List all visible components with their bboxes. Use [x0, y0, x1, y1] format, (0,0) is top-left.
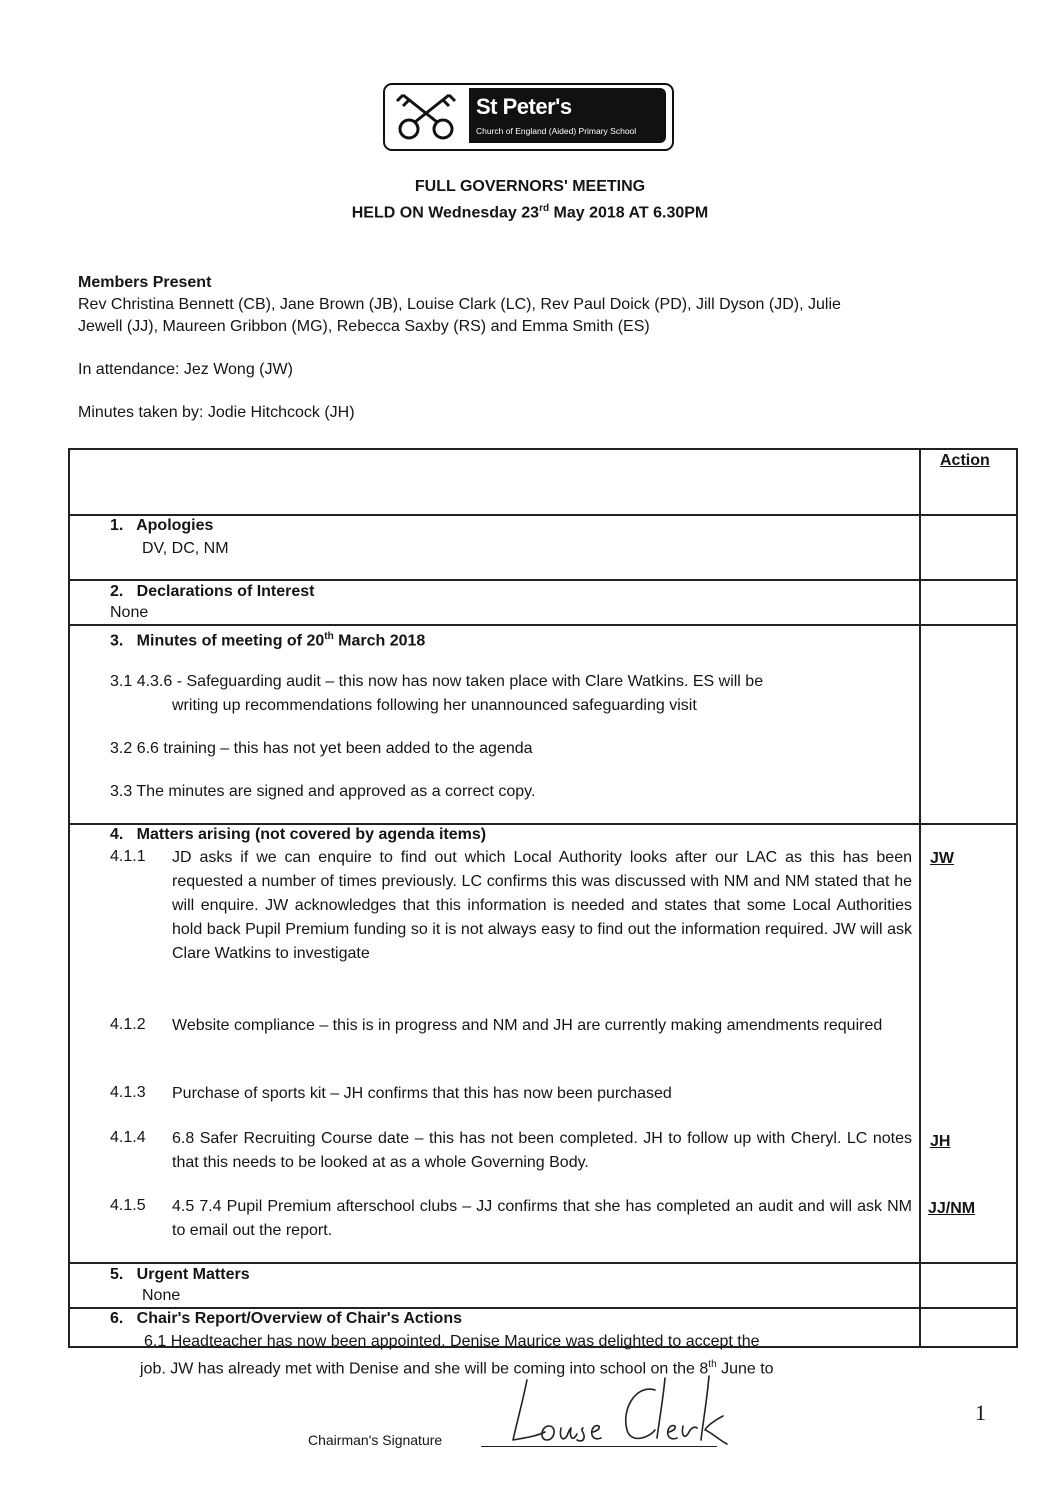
logo-school-name: St Peter's — [476, 94, 572, 119]
meeting-date-sup: rd — [539, 203, 550, 214]
logo-banner — [469, 88, 666, 143]
members-line-1: Rev Christina Bennett (CB), Jane Brown (JB), Louise Clark (LC), Rev Paul Doick (PD), Jill Dyson (JD), Julie — [78, 296, 841, 313]
item-6-1-line-2-end: June to — [716, 1360, 774, 1378]
section-3-title — [110, 625, 425, 653]
item-4-1-3-number: 4.1.3 — [110, 1084, 146, 1101]
meeting-title: FULL GOVERNORS' MEETING — [414, 178, 646, 195]
item-4-1-3-text: Purchase of sports kit – JH confirms that this has now been purchased — [172, 1085, 672, 1102]
meeting-date — [0, 203, 1060, 222]
section-5-title: 5. Urgent Matters — [110, 1266, 250, 1283]
members-heading: Members Present — [78, 274, 212, 291]
members-line-2: Jewell (JJ), Maureen Gribbon (MG), Rebecca Saxby (RS) and Emma Smith (ES) — [78, 318, 650, 335]
section-4-title: 4. Matters arising (not covered by agenda items) — [110, 826, 487, 843]
item-4-1-4-number: 4.1.4 — [110, 1129, 146, 1146]
page-number: 1 — [975, 1400, 986, 1425]
section-3-title-text: 3. Minutes of meeting of 20 — [110, 632, 325, 650]
minutes-taken-by: Minutes taken by: Jodie Hitchcock (JH) — [78, 404, 355, 421]
item-4-1-1-text: JD asks if we can enquire to find out which Local Authority looks after our LAC as this has been requested a number of times previously. LC confirms this was discussed with NM and NM stated that he will enquire. JW acknowledges that this information is needed and states that some Local Authorities hold back Pupil Premium funding so it is not always easy to find out the information required. JW will ask Clare Watkins to investigate — [172, 849, 912, 962]
section-3-title-sup: th — [324, 631, 334, 642]
item-4-1-1-number: 4.1.1 — [110, 848, 146, 865]
item-4-1-5-text: 4.5 7.4 Pupil Premium afterschool clubs – JJ confirms that she has completed an audit and will ask NM to email out the report. — [172, 1198, 912, 1239]
item-4-1-2-text: Website compliance – this is in progress and NM and JH are currently making amendments required — [172, 1017, 883, 1034]
table-border-top — [68, 448, 1018, 450]
action-column-header: Action — [940, 452, 990, 469]
item-3-1-line-2: writing up recommendations following her unannounced safeguarding visit — [172, 697, 697, 714]
item-4-1-1-action: JW — [930, 850, 954, 867]
item-3-1-line-1: 3.1 4.3.6 - Safeguarding audit – this now has now taken place with Clare Watkins. ES will be — [110, 673, 764, 690]
item-4-1-5-action: JJ/NM — [928, 1200, 976, 1217]
item-6-1-line-2-text: job. JW has already met with Denise and she will be coming into school on the 8 — [140, 1360, 709, 1378]
handwritten-signature — [505, 1360, 745, 1460]
item-3-2: 3.2 6.6 training – this has not yet been added to the agenda — [110, 740, 533, 757]
in-attendance: In attendance: Jez Wong (JW) — [78, 361, 293, 378]
meeting-date-text: HELD ON Wednesday 23 — [351, 204, 540, 222]
section-3-title-date: March 2018 — [333, 632, 426, 650]
action-column-divider — [919, 448, 921, 1348]
table-border-left — [68, 448, 70, 1348]
section-5-text: None — [142, 1287, 181, 1304]
item-4-1-4-action: JH — [930, 1133, 951, 1150]
school-logo — [383, 83, 674, 151]
item-4-1-4-text: 6.8 Safer Recruiting Course date – this has not been completed. JH to follow up with Cheryl. LC notes that this needs to be looked at as a whole Governing Body. — [172, 1130, 912, 1171]
item-4-1-5-number: 4.1.5 — [110, 1197, 146, 1214]
section-1-apologies: DV, DC, NM — [142, 540, 229, 557]
item-3-3: 3.3 The minutes are signed and approved as a correct copy. — [110, 783, 536, 800]
table-border-right — [1016, 448, 1018, 1348]
section-1-title: 1. Apologies — [110, 517, 214, 534]
item-4-1-2-number: 4.1.2 — [110, 1016, 146, 1033]
item-6-1-line-2-sup: th — [708, 1359, 717, 1370]
logo-school-subtitle: Church of England (Aided) Primary School — [476, 126, 637, 136]
crossed-keys-icon — [391, 89, 465, 143]
signature-label: Chairman's Signature — [308, 1432, 443, 1448]
section-2-title: 2. Declarations of Interest — [110, 583, 315, 600]
section-2-text: None — [110, 604, 149, 621]
section-6-title: 6. Chair's Report/Overview of Chair's Actions — [110, 1310, 462, 1327]
meeting-date-time: May 2018 AT 6.30PM — [549, 204, 709, 222]
item-6-1-line-1: 6.1 Headteacher has now been appointed. Denise Maurice was delighted to accept the — [144, 1333, 760, 1350]
